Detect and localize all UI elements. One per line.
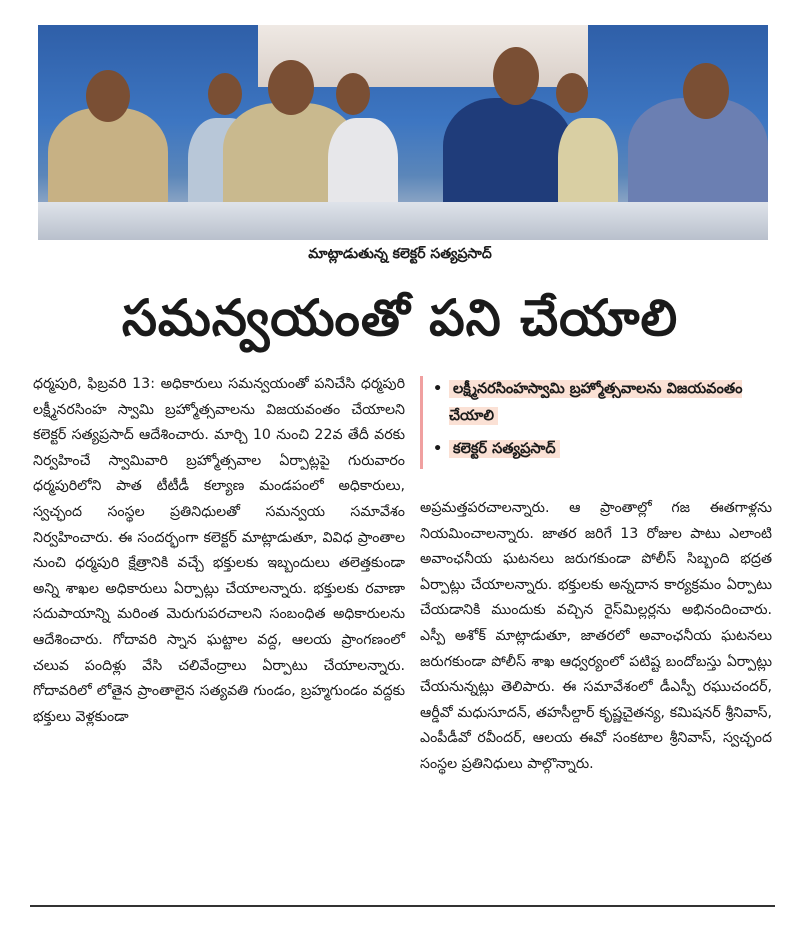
article-text: అప్రమత్తపరచాలన్నారు. ఆ ప్రాంతాల్లో గజ ఈతగాళ్లను నియమించాలన్నారు. జాతర జరిగే 13 రోజుల పాటు ఎలాంటి అవాంఛనీయ ఘటనలు జరుగకుండా పోలీస్ సిబ్బంది భద్రత ఏర్పాట్లు చేయాలన్నారు. భక్తులకు అన్నదాన కార్యక్రమం ఏర్పాటు చేయడానికి ముందుకు వచ్చిన రైస్‌మిల్లర్లను అభినందించారు. ఎస్పీ అశోక్ మాట్లాడుతూ, జాతరలో అవాంఛనీయ ఘటనలు జరుగకుండా పోలీస్ శాఖ ఆధ్వర్యంలో పటిష్ట బందోబస్తు ఏర్పాట్లు చేయనున్నట్లు తెలిపారు. ఈ సమావేశంలో డీఎస్పీ రఘుచందర్, ఆర్డీవో మధుసూదన్, తహసీల్దార్ కృష్ణచైతన్య, కమిషనర్ శ్రీనివాస్, ఎంపీడీవో రవీందర్, ఆలయ ఈవో సంకటాల శ్రీనివాస్, స్వచ్ఛంద సంస్థల ప్రతినిధులు పాల్గొన్నారు.: [420, 500, 772, 772]
photo-person-head: [556, 73, 588, 113]
highlight-text: కలెక్టర్ సత్యప్రసాద్: [449, 440, 560, 458]
highlights-box: [420, 376, 783, 469]
photo-person-head: [683, 63, 729, 119]
news-photo: [38, 25, 768, 240]
article-column-right: [420, 496, 772, 778]
article-text: ధర్మపురి, ఫిబ్రవరి 13: అధికారులు సమన్వయంతో పనిచేసి ధర్మపురి లక్ష్మీనరసింహ స్వామి బ్రహ్మోత్సవాలను విజయవంతం చేయాలని కలెక్టర్ సత్యప్రసాద్ ఆదేశించారు. మార్చి 10 నుంచి 22వ తేదీ వరకు నిర్వహించే స్వామివారి బ్రహ్మోత్సవాల ఏర్పాట్లపై గురువారం ధర్మపురిలోని పాత టీటీడీ కల్యాణ మండపంలో అధికారులు, స్వచ్ఛంద సంస్థల ప్రతినిధులతో సమన్వయ సమావేశం నిర్వహించారు. ఈ సందర్భంగా కలెక్టర్ మాట్లాడుతూ, వివిధ ప్రాంతాల నుంచి ధర్మపురి క్షేత్రానికి వచ్చే భక్తులకు ఇబ్బందులు తలెత్తకుండా అన్ని శాఖల అధికారులు ఏర్పాట్లు చేయాలన్నారు. భక్తులకు రవాణా సదుపాయాన్ని మరింత మెరుగుపరచాలని సంబంధిత అధికారులను ఆదేశించారు. గోదావరి స్నాన ఘట్టాల వద్ద, ఆలయ ప్రాంగణంలో చలువ పందిళ్లు వేసి చలివేంద్రాలు ఏర్పాటు చేయాలన్నారు. గోదావరిలో లోతైన ప్రాంతాలైన సత్యవతి గుండం, బ్రహ్మగుండం వద్దకు భక్తులు వెళ్లకుండా: [33, 376, 405, 725]
highlight-text: లక్ష్మీనరసింహస్వామి బ్రహ్మోత్సవాలను విజయవంతం చేయాలి: [449, 381, 743, 424]
highlight-item: [431, 376, 783, 430]
photo-person-head: [86, 70, 130, 122]
article-column-left: [33, 372, 405, 730]
bottom-divider: [30, 905, 775, 907]
photo-person-head: [336, 73, 370, 115]
photo-person-head: [208, 73, 242, 115]
headline: సమన్వయంతో పని చేయాలి: [121, 289, 679, 347]
photo-caption: మాట్లాడుతున్న కలెక్టర్ సత్యప్రసాద్: [308, 246, 492, 262]
highlight-item: [431, 436, 783, 463]
photo-person: [443, 98, 573, 218]
photo-person-head: [268, 60, 314, 115]
photo-person-head: [493, 47, 539, 105]
photo-table: [38, 202, 768, 240]
